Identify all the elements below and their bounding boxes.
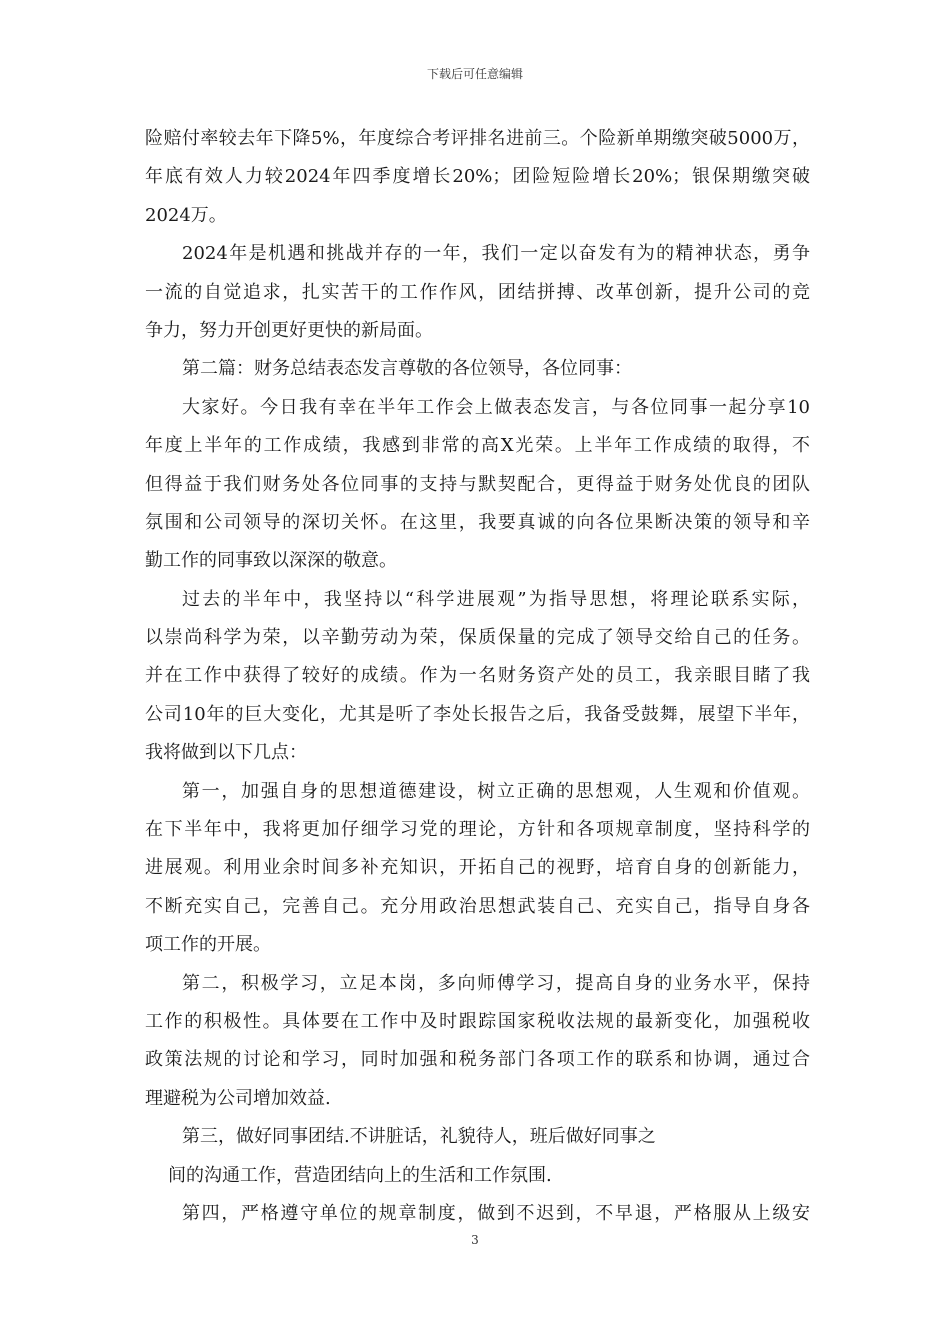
text-line: 氛围和公司领导的深切关怀。在这里，我要真诚的向各位果断决策的领导和辛: [145, 511, 810, 533]
text-line: 但得益于我们财务处各位同事的支持与默契配合，更得益于财务处优良的团队: [145, 473, 810, 495]
text-line: 工作的积极性。具体要在工作中及时跟踪国家税收法规的最新变化，加强税收: [145, 1010, 810, 1032]
text-line: 在下半年中，我将更加仔细学习党的理论，方针和各项规章制度，坚持科学的: [145, 819, 810, 841]
page-number: 3: [471, 1233, 479, 1247]
text-line: 2024年是机遇和挑战并存的一年，我们一定以奋发有为的精神状态，勇争: [182, 243, 810, 265]
text-line: 不断充实自己，完善自己。充分用政治思想武装自己、充实自己，指导自身各: [145, 895, 810, 917]
text-line: 第三，做好同事团结.不讲脏话，礼貌待人，班后做好同事之: [182, 1126, 656, 1148]
text-line: 第一，加强自身的思想道德建设，树立正确的思想观，人生观和价值观。: [182, 780, 810, 802]
text-line: 2024万。: [145, 204, 227, 226]
text-line: 第四，严格遵守单位的规章制度，做到不迟到，不早退，严格服从上级安: [182, 1202, 810, 1224]
text-line: 过去的半年中，我坚持以“科学进展观”为指导思想，将理论联系实际，: [182, 588, 810, 610]
text-line: 我将做到以下几点：: [145, 742, 307, 764]
text-line: 年度上半年的工作成绩，我感到非常的高X光荣。上半年工作成绩的取得，不: [145, 435, 810, 457]
text-line: 大家好。今日我有幸在半年工作会上做表态发言，与各位同事一起分享10: [182, 396, 810, 418]
text-line: 险赔付率较去年下降5%，年度综合考评排名进前三。个险新单期缴突破5000万，: [145, 128, 810, 149]
text-line: 理避税为公司增加效益.: [145, 1087, 331, 1109]
text-line: 进展观。利用业余时间多补充知识，开拓自己的视野，培育自身的创新能力，: [145, 857, 810, 879]
text-line: 勤工作的同事致以深深的敬意。: [145, 550, 397, 572]
text-line: 政策法规的讨论和学习，同时加强和税务部门各项工作的联系和协调，通过合: [145, 1049, 810, 1071]
text-line: 项工作的开展。: [145, 934, 271, 956]
text-line: 以崇尚科学为荣，以辛勤劳动为荣，保质保量的完成了领导交给自己的任务。: [145, 627, 810, 649]
text-line: 公司10年的巨大变化，尤其是听了李处长报告之后，我备受鼓舞，展望下半年，: [145, 703, 810, 725]
document-body: [145, 120, 810, 1233]
text-line: 并在工作中获得了较好的成绩。作为一名财务资产处的员工，我亲眼目睹了我: [145, 665, 810, 687]
text-line: 间的沟通工作，营造团结向上的生活和工作氛围.: [168, 1164, 552, 1186]
text-line: 争力，努力开创更好更快的新局面。: [145, 319, 433, 341]
text-line: 年底有效人力较2024年四季度增长20%；团险短险增长20%；银保期缴突破: [145, 166, 810, 188]
text-line: 第二篇：财务总结表态发言尊敬的各位领导，各位同事：: [182, 358, 632, 380]
text-line: 第二，积极学习，立足本岗，多向师傅学习，提高自身的业务水平，保持: [182, 972, 810, 994]
text-line: 一流的自觉追求，扎实苦干的工作作风，团结拼搏、改革创新，提升公司的竞: [145, 281, 810, 303]
page-header: 下载后可任意编辑: [426, 67, 523, 81]
